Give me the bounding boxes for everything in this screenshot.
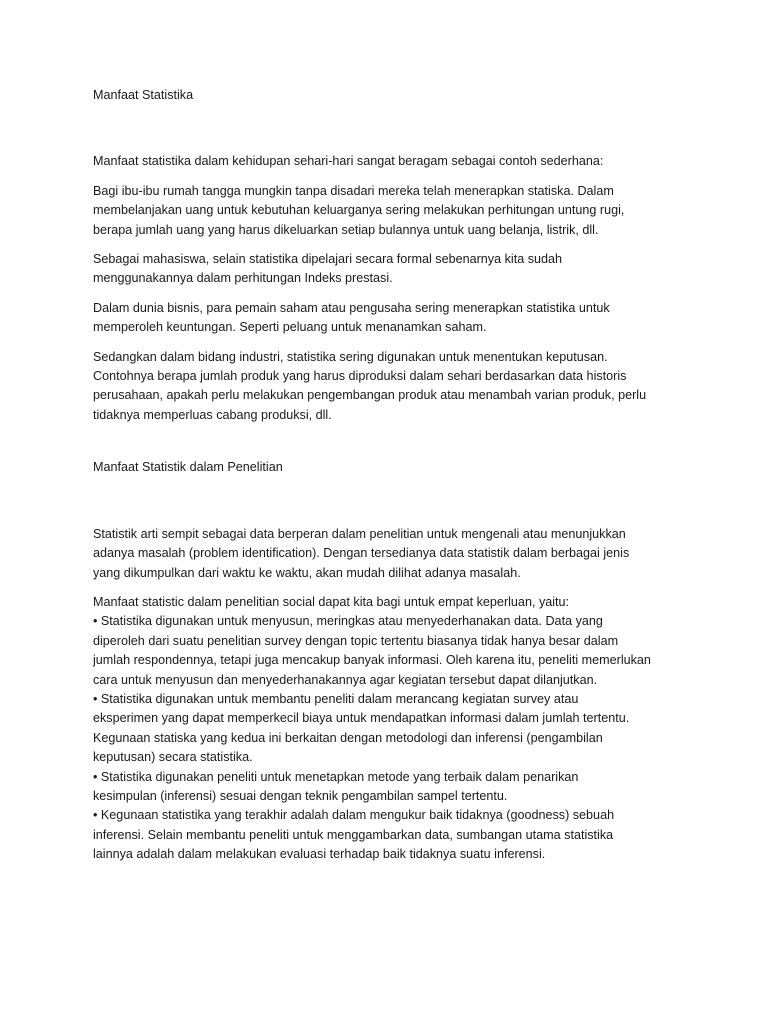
paragraph-line: inferensi. Selain membantu peneliti untuk menggambarkan data, sumbangan utama statistika [93, 827, 614, 842]
section-manfaat-statistika [93, 152, 683, 425]
paragraph-line: Manfaat statistic dalam penelitian social dapat kita bagi untuk empat keperluan, yaitu: [93, 594, 570, 609]
paragraph-line: • Kegunaan statistika yang terakhir adalah dalam mengukur baik tidaknya (goodness) sebuah [93, 808, 615, 823]
paragraph-line: yang dikumpulkan dari waktu ke waktu, akan mudah dilihat adanya masalah. [93, 565, 521, 580]
paragraph-line: • Statistika digunakan untuk menyusun, meringkas atau menyederhanakan data. Data yang [93, 614, 603, 629]
paragraph-line: membelanjakan uang untuk kebutuhan keluarganya sering melakukan perhitungan untung rugi, [93, 203, 625, 218]
paragraph [93, 525, 683, 583]
paragraph-line: Bagi ibu-ibu rumah tangga mungkin tanpa disadari mereka telah menerapkan statiska. Dalam [93, 183, 614, 198]
paragraph [93, 152, 683, 171]
paragraph-line: Manfaat statistika dalam kehidupan sehari-hari sangat beragam sebagai contoh sederhana: [93, 154, 604, 169]
paragraph [93, 182, 683, 240]
document-body [93, 86, 683, 865]
paragraph [93, 299, 683, 338]
heading-manfaat-statistika: Manfaat Statistika [93, 88, 194, 102]
paragraph-line: Sedangkan dalam bidang industri, statistika sering digunakan untuk menentukan keputusan. [93, 349, 608, 364]
paragraph-line: Statistik arti sempit sebagai data berperan dalam penelitian untuk mengenali atau menunjukkan [93, 526, 626, 541]
paragraph [93, 250, 683, 289]
heading-manfaat-penelitian: Manfaat Statistik dalam Penelitian [93, 460, 283, 475]
paragraph-line: menggunakannya dalam perhitungan Indeks prestasi. [93, 271, 393, 286]
paragraph-line: Contohnya berapa jumlah produk yang harus diproduksi dalam sehari berdasarkan data historis [93, 369, 627, 384]
paragraph-line: tidaknya memperluas cabang produksi, dll. [93, 407, 332, 422]
paragraph-line: keputusan) secara statistika. [93, 750, 253, 765]
paragraph-line: adanya masalah (problem identification). Dengan tersedianya data statistik dalam berbagai jenis [93, 546, 630, 561]
paragraph-line: berapa jumlah uang yang harus dikeluarkan setiap bulannya untuk uang belanja, listrik, dll. [93, 222, 599, 237]
paragraph-line: Dalam dunia bisnis, para pemain saham atau pengusaha sering menerapkan statistika untuk [93, 300, 610, 315]
paragraph-line: memperoleh keuntungan. Seperti peluang untuk menanamkan saham. [93, 320, 487, 335]
section-manfaat-penelitian [93, 525, 683, 865]
paragraph-line: cara untuk menyusun dan menyederhanakannya agar kegiatan tersebut dapat dilanjutkan. [93, 672, 598, 687]
paragraph-line: • Statistika digunakan peneliti untuk menetapkan metode yang terbaik dalam penarikan [93, 769, 579, 784]
paragraph-line: kesimpulan (inferensi) sesuai dengan teknik pengambilan sampel tertentu. [93, 788, 508, 803]
paragraph-line: diperoleh dari suatu penelitian survey dengan topic tertentu biasanya tidak hanya besar dalam [93, 633, 619, 648]
paragraph-line: eksperimen yang dapat memperkecil biaya untuk mendapatkan informasi dalam jumlah tertentu. [93, 711, 630, 726]
paragraph-line: perusahaan, apakah perlu melakukan pengembangan produk atau menambah varian produk, perlu [93, 388, 647, 403]
paragraph-line: Sebagai mahasiswa, selain statistika dipelajari secara formal sebenarnya kita sudah [93, 252, 563, 267]
paragraph-line: lainnya adalah dalam melakukan evaluasi terhadap baik tidaknya suatu inferensi. [93, 847, 546, 862]
paragraph-line: jumlah respondennya, tetapi juga mencakup banyak informasi. Oleh karena itu, peneliti memerlukan [93, 653, 651, 668]
paragraph [93, 348, 683, 426]
paragraph [93, 593, 683, 865]
paragraph-line: Kegunaan statiska yang kedua ini berkaitan dengan metodologi dan inferensi (pengambilan [93, 730, 603, 745]
paragraph-line: • Statistika digunakan untuk membantu peneliti dalam merancang kegiatan survey atau [93, 691, 579, 706]
